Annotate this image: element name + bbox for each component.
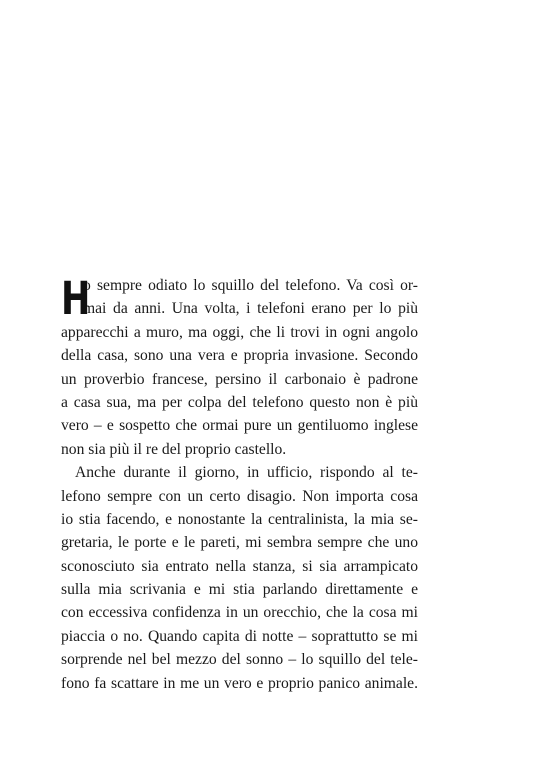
text-line: un proverbio francese, persino il carbonaio è padrone xyxy=(61,370,418,388)
text-line: sconosciuto sia entrato nella stanza, si sia arrampicato xyxy=(61,557,418,575)
text-line: vero – e sospetto che ormai pure un gentiluomo inglese xyxy=(61,417,418,435)
text-line: io stia facendo, e nonostante la centralinista, la mia se- xyxy=(61,510,418,528)
text-line: gretaria, le porte e le pareti, mi sembra sempre che uno xyxy=(61,534,418,552)
text-line: della casa, sono una vera e propria invasione. Secondo xyxy=(61,347,418,365)
text-line: lefono sempre con un certo disagio. Non importa cosa xyxy=(61,487,418,505)
text-line: o sempre odiato lo squillo del telefono. Va così or- xyxy=(83,277,418,294)
text-line: fono fa scattare in me un vero e proprio panico animale. xyxy=(61,674,418,692)
text-line: con eccessiva confidenza in un orecchio, che la cosa mi xyxy=(61,604,418,622)
text-line: non sia più il re del proprio castello. xyxy=(61,440,287,458)
text-line: apparecchi a muro, ma oggi, che li trovi in ogni angolo xyxy=(61,323,418,341)
text-line: Anche durante il giorno, in ufficio, rispondo al te- xyxy=(75,464,418,482)
body-text xyxy=(61,274,418,695)
paragraph-1 xyxy=(61,274,418,461)
text-line: a casa sua, ma per colpa del telefono questo non è più xyxy=(61,393,418,411)
text-line: sorprende nel bel mezzo del sonno – lo squillo del tele- xyxy=(61,651,418,669)
drop-cap: H xyxy=(61,272,91,325)
paragraph-2 xyxy=(61,461,418,695)
text-line: sulla mia scrivania e mi stia parlando direttamente e xyxy=(61,581,418,599)
text-line: mai da anni. Una volta, i telefoni erano per lo più xyxy=(83,300,418,318)
text-line: piaccia o no. Quando capita di notte – soprattutto se mi xyxy=(61,627,418,645)
